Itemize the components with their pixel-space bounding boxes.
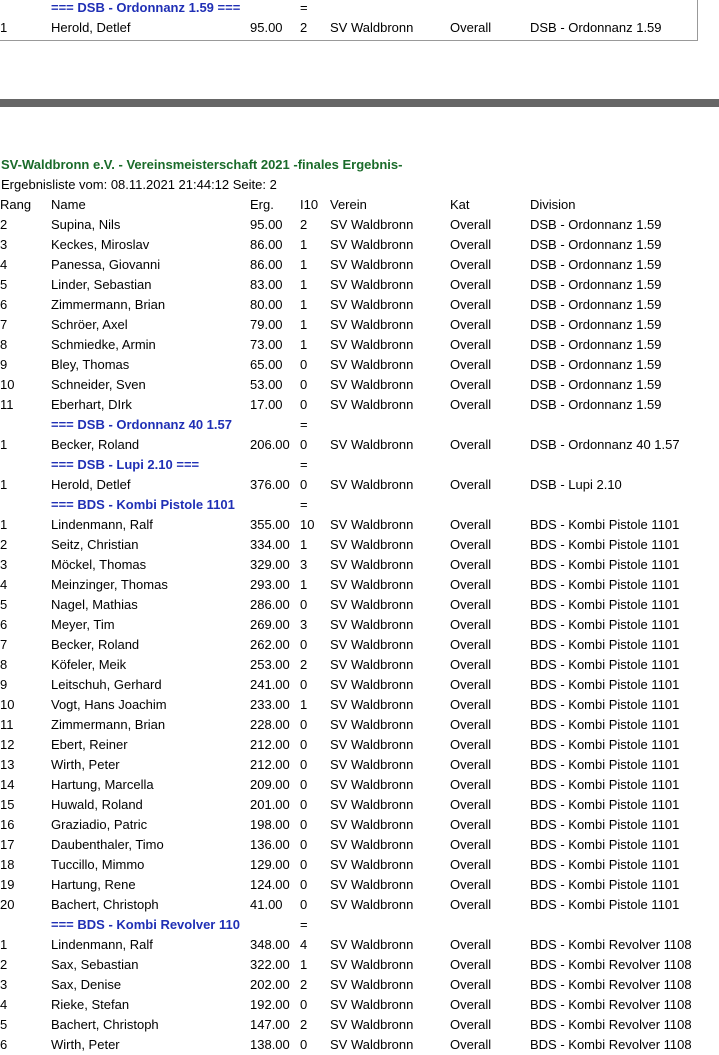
result-cell: 53.00 [250, 377, 283, 392]
division-cell: BDS - Kombi Pistole 1101 [530, 777, 680, 792]
result-cell: 65.00 [250, 357, 283, 372]
club-cell: SV Waldbronn [330, 697, 414, 712]
category-cell: Overall [450, 517, 492, 532]
rank-cell: 15 [0, 797, 15, 812]
club-cell: SV Waldbronn [330, 297, 414, 312]
division-cell: BDS - Kombi Pistole 1101 [530, 897, 680, 912]
name-cell: Graziadio, Patric [51, 817, 148, 832]
i10-cell: 0 [300, 897, 308, 912]
division-cell: BDS - Kombi Pistole 1101 [530, 617, 680, 632]
group-header-label: === BDS - Kombi Revolver 110 [51, 917, 240, 932]
division-cell: DSB - Ordonnanz 1.59 [530, 317, 662, 332]
division-cell: BDS - Kombi Revolver 1108 [530, 937, 692, 952]
i10-cell: 0 [300, 597, 308, 612]
i10-cell: 2 [300, 1017, 308, 1032]
result-cell: 334.00 [250, 537, 290, 552]
i10-cell: 0 [300, 797, 308, 812]
result-cell: 198.00 [250, 817, 290, 832]
club-cell: SV Waldbronn [330, 977, 414, 992]
name-cell: Möckel, Thomas [51, 557, 147, 572]
i10-cell: 4 [300, 937, 308, 952]
category-cell: Overall [450, 757, 492, 772]
division-cell: DSB - Ordonnanz 1.59 [530, 277, 662, 292]
category-cell: Overall [450, 237, 492, 252]
name-cell: Bley, Thomas [51, 357, 130, 372]
name-cell: Schröer, Axel [51, 317, 128, 332]
rank-cell: 16 [0, 817, 15, 832]
club-cell: SV Waldbronn [330, 957, 414, 972]
category-cell: Overall [450, 1017, 492, 1032]
name-cell: Huwald, Roland [51, 797, 143, 812]
division-cell: BDS - Kombi Revolver 1108 [530, 957, 692, 972]
result-cell: 212.00 [250, 737, 290, 752]
i10-cell: 0 [300, 637, 308, 652]
result-cell: 262.00 [250, 637, 290, 652]
result-cell: 286.00 [250, 597, 290, 612]
club-cell: SV Waldbronn [330, 657, 414, 672]
club-cell: SV Waldbronn [330, 397, 414, 412]
i10-cell: 1 [300, 317, 308, 332]
rank-cell: 7 [0, 317, 8, 332]
rank-cell: 5 [0, 277, 8, 292]
i10-cell: 3 [300, 557, 308, 572]
division-cell: BDS - Kombi Revolver 1108 [530, 1037, 692, 1052]
i10-cell: 2 [300, 217, 308, 232]
i10-cell: 1 [300, 537, 308, 552]
category-cell: Overall [450, 297, 492, 312]
division-cell: BDS - Kombi Pistole 1101 [530, 837, 680, 852]
name-cell: Zimmermann, Brian [51, 297, 166, 312]
category-cell: Overall [450, 897, 492, 912]
result-cell: 124.00 [250, 877, 290, 892]
name-cell: Daubenthaler, Timo [51, 837, 164, 852]
i10-cell: 2 [300, 657, 308, 672]
category-cell: Overall [450, 777, 492, 792]
name-cell: Becker, Roland [51, 437, 140, 452]
rank-cell: 20 [0, 897, 15, 912]
rank-cell: 4 [0, 257, 8, 272]
division-cell: BDS - Kombi Pistole 1101 [530, 537, 680, 552]
category-cell: Overall [450, 637, 492, 652]
division-cell: BDS - Kombi Pistole 1101 [530, 857, 680, 872]
group-header-label: === DSB - Ordonnanz 40 1.57 [51, 417, 232, 432]
name-cell: Herold, Detlef [51, 20, 131, 35]
division-cell: BDS - Kombi Revolver 1108 [530, 977, 692, 992]
category-cell: Overall [450, 817, 492, 832]
club-cell: SV Waldbronn [330, 757, 414, 772]
division-cell: DSB - Ordonnanz 40 1.57 [530, 437, 680, 452]
club-cell: SV Waldbronn [330, 377, 414, 392]
i10-cell: 1 [300, 697, 308, 712]
category-cell: Overall [450, 877, 492, 892]
i10-cell: 0 [300, 437, 308, 452]
name-cell: Zimmermann, Brian [51, 717, 166, 732]
rank-cell: 1 [0, 477, 8, 492]
division-cell: BDS - Kombi Pistole 1101 [530, 597, 680, 612]
result-cell: 206.00 [250, 437, 290, 452]
division-cell: BDS - Kombi Pistole 1101 [530, 737, 680, 752]
result-cell: 80.00 [250, 297, 283, 312]
club-cell: SV Waldbronn [330, 557, 414, 572]
i10-cell: 0 [300, 1037, 308, 1052]
division-cell: DSB - Ordonnanz 1.59 [530, 237, 662, 252]
group-header-eq: = [300, 457, 308, 472]
group-header-eq: = [300, 497, 308, 512]
rank-cell: 1 [0, 937, 8, 952]
rank-cell: 4 [0, 577, 8, 592]
club-cell: SV Waldbronn [330, 837, 414, 852]
i10-cell: 0 [300, 877, 308, 892]
i10-cell: 1 [300, 297, 308, 312]
i10-cell: 0 [300, 477, 308, 492]
club-cell: SV Waldbronn [330, 797, 414, 812]
club-cell: SV Waldbronn [330, 877, 414, 892]
club-cell: SV Waldbronn [330, 257, 414, 272]
division-cell: BDS - Kombi Pistole 1101 [530, 557, 680, 572]
result-cell: 95.00 [250, 217, 283, 232]
category-cell: Overall [450, 657, 492, 672]
division-cell: DSB - Ordonnanz 1.59 [530, 357, 662, 372]
club-cell: SV Waldbronn [330, 597, 414, 612]
category-cell: Overall [450, 1037, 492, 1052]
name-cell: Vogt, Hans Joachim [51, 697, 167, 712]
division-cell: DSB - Ordonnanz 1.59 [530, 337, 662, 352]
i10-cell: 0 [300, 757, 308, 772]
rank-cell: 10 [0, 377, 15, 392]
rank-cell: 2 [0, 217, 8, 232]
rank-cell: 14 [0, 777, 15, 792]
name-cell: Panessa, Giovanni [51, 257, 161, 272]
rank-cell: 8 [0, 337, 8, 352]
group-header-eq: = [300, 417, 308, 432]
rank-cell: 11 [0, 397, 14, 412]
category-cell: Overall [450, 597, 492, 612]
result-cell: 212.00 [250, 757, 290, 772]
page-separator [0, 99, 719, 107]
name-cell: Nagel, Mathias [51, 597, 138, 612]
rank-cell: 6 [0, 297, 8, 312]
group-header-label: === DSB - Lupi 2.10 === [51, 457, 200, 472]
name-cell: Lindenmann, Ralf [51, 517, 153, 532]
column-header-i10: I10 [300, 197, 319, 212]
club-cell: SV Waldbronn [330, 817, 414, 832]
category-cell: Overall [450, 617, 492, 632]
i10-cell: 0 [300, 837, 308, 852]
name-cell: Becker, Roland [51, 637, 140, 652]
i10-cell: 1 [300, 257, 308, 272]
group-header-label: === DSB - Ordonnanz 1.59 === [51, 0, 241, 15]
column-header-category: Kat [450, 197, 470, 212]
i10-cell: 3 [300, 617, 308, 632]
i10-cell: 0 [300, 397, 308, 412]
name-cell: Herold, Detlef [51, 477, 131, 492]
report-title: SV-Waldbronn e.V. - Vereinsmeisterschaft 2021 -finales Ergebnis- [1, 157, 403, 172]
result-cell: 293.00 [250, 577, 290, 592]
i10-cell: 1 [300, 277, 308, 292]
i10-cell: 1 [300, 237, 308, 252]
name-cell: Wirth, Peter [51, 1037, 120, 1052]
category-cell: Overall [450, 317, 492, 332]
category-cell: Overall [450, 217, 492, 232]
club-cell: SV Waldbronn [330, 357, 414, 372]
category-cell: Overall [450, 937, 492, 952]
i10-cell: 10 [300, 517, 315, 532]
club-cell: SV Waldbronn [330, 517, 414, 532]
division-cell: BDS - Kombi Pistole 1101 [530, 637, 680, 652]
rank-cell: 1 [0, 437, 8, 452]
division-cell: BDS - Kombi Pistole 1101 [530, 697, 680, 712]
club-cell: SV Waldbronn [330, 737, 414, 752]
result-cell: 209.00 [250, 777, 290, 792]
name-cell: Hartung, Marcella [51, 777, 154, 792]
result-cell: 329.00 [250, 557, 290, 572]
club-cell: SV Waldbronn [330, 237, 414, 252]
i10-cell: 0 [300, 997, 308, 1012]
result-cell: 138.00 [250, 1037, 290, 1052]
category-cell: Overall [450, 997, 492, 1012]
group-header-eq: = [300, 0, 308, 15]
name-cell: Seitz, Christian [51, 537, 139, 552]
result-cell: 355.00 [250, 517, 290, 532]
division-cell: BDS - Kombi Pistole 1101 [530, 757, 680, 772]
category-cell: Overall [450, 477, 492, 492]
rank-cell: 1 [0, 517, 8, 532]
rank-cell: 9 [0, 677, 8, 692]
i10-cell: 0 [300, 377, 308, 392]
club-cell: SV Waldbronn [330, 577, 414, 592]
division-cell: BDS - Kombi Revolver 1108 [530, 997, 692, 1012]
rank-cell: 6 [0, 617, 8, 632]
name-cell: Bachert, Christoph [51, 1017, 159, 1032]
i10-cell: 1 [300, 577, 308, 592]
division-cell: DSB - Ordonnanz 1.59 [530, 297, 662, 312]
club-cell: SV Waldbronn [330, 897, 414, 912]
rank-cell: 3 [0, 557, 8, 572]
result-cell: 322.00 [250, 957, 290, 972]
result-cell: 269.00 [250, 617, 290, 632]
division-cell: BDS - Kombi Pistole 1101 [530, 877, 680, 892]
rank-cell: 18 [0, 857, 15, 872]
name-cell: Schmiedke, Armin [51, 337, 156, 352]
division-cell: BDS - Kombi Pistole 1101 [530, 517, 680, 532]
report-subtitle: Ergebnisliste vom: 08.11.2021 21:44:12 Seite: 2 [1, 177, 277, 192]
i10-cell: 0 [300, 737, 308, 752]
category-cell: Overall [450, 797, 492, 812]
name-cell: Köfeler, Meik [51, 657, 127, 672]
division-cell: BDS - Kombi Pistole 1101 [530, 717, 680, 732]
i10-cell: 0 [300, 717, 308, 732]
result-cell: 79.00 [250, 317, 283, 332]
result-cell: 41.00 [250, 897, 283, 912]
name-cell: Keckes, Miroslav [51, 237, 150, 252]
result-cell: 95.00 [250, 20, 283, 35]
column-header-name: Name [51, 197, 86, 212]
category-cell: Overall [450, 677, 492, 692]
division-cell: BDS - Kombi Pistole 1101 [530, 657, 680, 672]
i10-cell: 0 [300, 777, 308, 792]
group-header-label: === BDS - Kombi Pistole 1101 [51, 497, 235, 512]
club-cell: SV Waldbronn [330, 317, 414, 332]
division-cell: DSB - Ordonnanz 1.59 [530, 397, 662, 412]
rank-cell: 6 [0, 1037, 8, 1052]
rank-cell: 19 [0, 877, 15, 892]
club-cell: SV Waldbronn [330, 717, 414, 732]
result-cell: 202.00 [250, 977, 290, 992]
rank-cell: 10 [0, 697, 15, 712]
division-cell: BDS - Kombi Pistole 1101 [530, 577, 680, 592]
rank-cell: 8 [0, 657, 8, 672]
result-cell: 73.00 [250, 337, 283, 352]
club-cell: SV Waldbronn [330, 477, 414, 492]
division-cell: DSB - Ordonnanz 1.59 [530, 257, 662, 272]
rank-cell: 11 [0, 717, 14, 732]
rank-cell: 4 [0, 997, 8, 1012]
name-cell: Wirth, Peter [51, 757, 120, 772]
name-cell: Sax, Denise [51, 977, 122, 992]
division-cell: BDS - Kombi Pistole 1101 [530, 797, 680, 812]
club-cell: SV Waldbronn [330, 437, 414, 452]
division-cell: DSB - Ordonnanz 1.59 [530, 377, 662, 392]
column-header-division: Division [530, 197, 576, 212]
category-cell: Overall [450, 857, 492, 872]
column-header-result: Erg. [250, 197, 274, 212]
category-cell: Overall [450, 397, 492, 412]
name-cell: Supina, Nils [51, 217, 121, 232]
club-cell: SV Waldbronn [330, 857, 414, 872]
rank-cell: 5 [0, 597, 8, 612]
name-cell: Rieke, Stefan [51, 997, 130, 1012]
category-cell: Overall [450, 957, 492, 972]
result-cell: 192.00 [250, 997, 290, 1012]
results-page [0, 107, 697, 1053]
category-cell: Overall [450, 577, 492, 592]
rank-cell: 7 [0, 637, 8, 652]
category-cell: Overall [450, 697, 492, 712]
name-cell: Meinzinger, Thomas [51, 577, 168, 592]
category-cell: Overall [450, 257, 492, 272]
name-cell: Leitschuh, Gerhard [51, 677, 162, 692]
category-cell: Overall [450, 537, 492, 552]
category-cell: Overall [450, 377, 492, 392]
division-cell: BDS - Kombi Pistole 1101 [530, 817, 680, 832]
i10-cell: 0 [300, 817, 308, 832]
name-cell: Bachert, Christoph [51, 897, 159, 912]
rank-cell: 12 [0, 737, 15, 752]
i10-cell: 0 [300, 677, 308, 692]
result-cell: 147.00 [250, 1017, 290, 1032]
rank-cell: 9 [0, 357, 8, 372]
result-cell: 228.00 [250, 717, 290, 732]
result-cell: 136.00 [250, 837, 290, 852]
name-cell: Ebert, Reiner [51, 737, 128, 752]
result-cell: 348.00 [250, 937, 290, 952]
rank-cell: 5 [0, 1017, 8, 1032]
result-cell: 129.00 [250, 857, 290, 872]
name-cell: Lindenmann, Ralf [51, 937, 153, 952]
i10-cell: 0 [300, 857, 308, 872]
column-header-club: Verein [330, 197, 367, 212]
category-cell: Overall [450, 20, 492, 35]
division-cell: BDS - Kombi Revolver 1108 [530, 1017, 692, 1032]
name-cell: Hartung, Rene [51, 877, 136, 892]
result-cell: 201.00 [250, 797, 290, 812]
club-cell: SV Waldbronn [330, 677, 414, 692]
category-cell: Overall [450, 337, 492, 352]
rank-cell: 2 [0, 957, 8, 972]
club-cell: SV Waldbronn [330, 937, 414, 952]
rank-cell: 2 [0, 537, 8, 552]
club-cell: SV Waldbronn [330, 537, 414, 552]
category-cell: Overall [450, 717, 492, 732]
result-cell: 83.00 [250, 277, 283, 292]
category-cell: Overall [450, 437, 492, 452]
division-cell: DSB - Lupi 2.10 [530, 477, 622, 492]
club-cell: SV Waldbronn [330, 20, 414, 35]
club-cell: SV Waldbronn [330, 217, 414, 232]
rank-cell: 3 [0, 977, 8, 992]
i10-cell: 0 [300, 357, 308, 372]
division-cell: DSB - Ordonnanz 1.59 [530, 217, 662, 232]
i10-cell: 1 [300, 337, 308, 352]
result-cell: 253.00 [250, 657, 290, 672]
club-cell: SV Waldbronn [330, 277, 414, 292]
name-cell: Tuccillo, Mimmo [51, 857, 145, 872]
result-cell: 233.00 [250, 697, 290, 712]
club-cell: SV Waldbronn [330, 1017, 414, 1032]
name-cell: Sax, Sebastian [51, 957, 139, 972]
category-cell: Overall [450, 837, 492, 852]
rank-cell: 3 [0, 237, 8, 252]
rank-cell: 13 [0, 757, 15, 772]
group-header-eq: = [300, 917, 308, 932]
name-cell: Meyer, Tim [51, 617, 115, 632]
category-cell: Overall [450, 977, 492, 992]
name-cell: Eberhart, DIrk [51, 397, 132, 412]
i10-cell: 2 [300, 20, 308, 35]
club-cell: SV Waldbronn [330, 777, 414, 792]
column-header-rank: Rang [0, 197, 32, 212]
club-cell: SV Waldbronn [330, 637, 414, 652]
division-cell: BDS - Kombi Pistole 1101 [530, 677, 680, 692]
previous-page [0, 0, 698, 41]
rank-cell: 1 [0, 20, 8, 35]
name-cell: Schneider, Sven [51, 377, 146, 392]
club-cell: SV Waldbronn [330, 337, 414, 352]
division-cell: DSB - Ordonnanz 1.59 [530, 20, 662, 35]
category-cell: Overall [450, 277, 492, 292]
category-cell: Overall [450, 557, 492, 572]
club-cell: SV Waldbronn [330, 617, 414, 632]
result-cell: 241.00 [250, 677, 290, 692]
result-cell: 376.00 [250, 477, 290, 492]
club-cell: SV Waldbronn [330, 997, 414, 1012]
result-cell: 86.00 [250, 237, 283, 252]
i10-cell: 2 [300, 977, 308, 992]
name-cell: Linder, Sebastian [51, 277, 152, 292]
i10-cell: 1 [300, 957, 308, 972]
club-cell: SV Waldbronn [330, 1037, 414, 1052]
rank-cell: 17 [0, 837, 15, 852]
category-cell: Overall [450, 737, 492, 752]
category-cell: Overall [450, 357, 492, 372]
result-cell: 86.00 [250, 257, 283, 272]
result-cell: 17.00 [250, 397, 283, 412]
